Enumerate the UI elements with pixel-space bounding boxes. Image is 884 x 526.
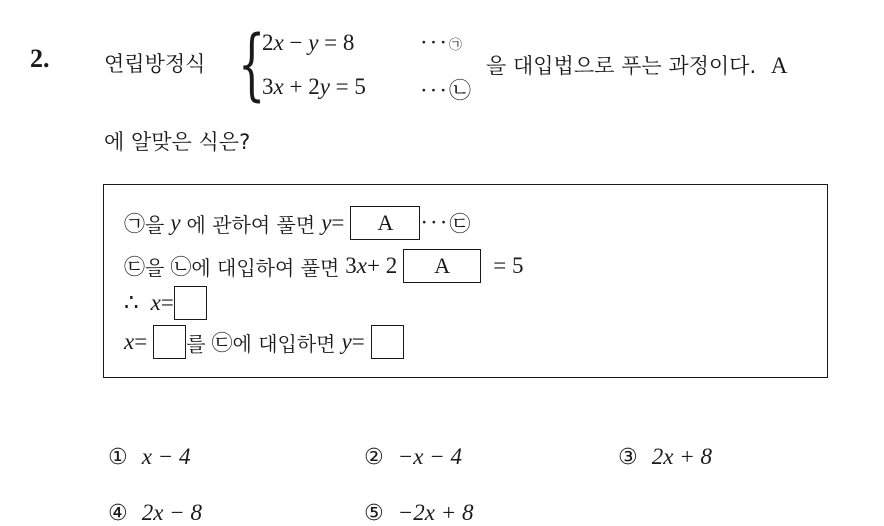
eq2-coef: 3 — [262, 74, 274, 99]
process-line4-mark: ㉢ — [211, 331, 233, 355]
therefore-symbol: ∴ — [124, 290, 139, 315]
eq1-dots: ··· — [420, 30, 449, 55]
choice-5-text: −2x + 8 — [397, 500, 474, 525]
process-line-1 — [124, 206, 470, 240]
process-line2-rhs: = 5 — [493, 253, 524, 278]
question-number: 2. — [30, 44, 50, 73]
process-line2-plus: + 2 — [367, 253, 398, 278]
choice-5[interactable] — [364, 500, 473, 526]
choice-5-marker: ⑤ — [364, 501, 384, 526]
process-line4-text-2: 에 대입하면 — [232, 331, 336, 356]
eq2-rhs: = 5 — [329, 74, 366, 99]
eq1-mark: ㉠ — [448, 38, 462, 53]
choice-4-text: 2x − 8 — [141, 500, 202, 525]
choice-1-text: x − 4 — [141, 444, 191, 469]
process-line1-text-2: 에 관하여 풀면 — [186, 212, 316, 237]
process-line2-mark-1: ㉢ — [124, 255, 145, 279]
eq1-var-y: y — [308, 30, 319, 55]
equation-2 — [262, 74, 366, 100]
choice-4[interactable] — [108, 500, 202, 526]
process-line-3 — [124, 286, 207, 320]
process-line2-text-1: 을 — [145, 255, 165, 280]
choice-2-text: −x − 4 — [397, 444, 462, 469]
choice-1[interactable] — [108, 444, 190, 470]
question-description: 을 대입법으로 푸는 과정이다. — [486, 54, 757, 78]
process-line1-dots: ··· — [420, 210, 450, 235]
eq1-rhs: = 8 — [318, 30, 355, 55]
process-line-4 — [124, 325, 404, 359]
process-line2-text-2: 에 대입하여 풀면 — [191, 255, 340, 280]
process-line4-text-1: 를 — [186, 331, 206, 356]
eq2-dots: ··· — [420, 78, 449, 103]
process-line4-equals-2: = — [351, 329, 365, 354]
eq2-plus: + 2 — [283, 74, 320, 99]
process-line3-var-x: x — [150, 290, 161, 315]
choice-1-marker: ① — [108, 445, 128, 470]
process-line3-equals: = — [160, 290, 174, 315]
question-A-label: A — [770, 53, 788, 78]
system-brace: { — [238, 20, 266, 110]
choice-4-marker: ④ — [108, 501, 128, 526]
process-line4-var-y: y — [341, 329, 352, 354]
equation-1 — [262, 30, 354, 56]
process-line2-mark-2: ㉡ — [170, 255, 192, 279]
process-line2-var-x: x — [356, 253, 368, 278]
eq1-minus: − — [283, 30, 309, 55]
blank-box-x-value — [174, 286, 207, 320]
blank-box-y-value — [371, 325, 404, 359]
process-line1-var-y: y — [170, 210, 181, 235]
question-line-2: 에 알맞은 식은? — [104, 130, 251, 154]
eq2-var-y: y — [319, 74, 330, 99]
blank-box-x-substitute — [153, 325, 186, 359]
process-line-2 — [124, 249, 523, 283]
process-line1-var-y-2: y — [321, 210, 332, 235]
choice-3-marker: ③ — [618, 445, 638, 470]
choice-3[interactable] — [618, 444, 712, 470]
question-after-system-text — [486, 50, 787, 80]
eq1-var-x: x — [273, 30, 284, 55]
process-line1-equals: = — [331, 210, 345, 235]
equation-2-label — [420, 74, 471, 105]
choice-3-text: 2x + 8 — [651, 444, 712, 469]
process-line4-equals: = — [134, 329, 148, 354]
process-line2-coef: 3 — [345, 253, 357, 278]
process-line1-mark-2: ㉢ — [449, 212, 471, 236]
eq2-var-x: x — [273, 74, 284, 99]
process-line1-text-1: 을 — [145, 212, 165, 237]
choice-2-marker: ② — [364, 445, 384, 470]
answer-box-A-1: A — [350, 206, 420, 240]
answer-box-A-2: A — [403, 249, 481, 283]
eq1-coef: 2 — [262, 30, 274, 55]
choice-2[interactable] — [364, 444, 462, 470]
process-line4-var-x: x — [124, 329, 135, 354]
eq2-mark: ㉡ — [448, 78, 471, 103]
process-line1-mark-1: ㉠ — [124, 212, 145, 236]
question-intro-text: 연립방정식 — [104, 52, 206, 76]
equation-1-label — [420, 30, 462, 56]
